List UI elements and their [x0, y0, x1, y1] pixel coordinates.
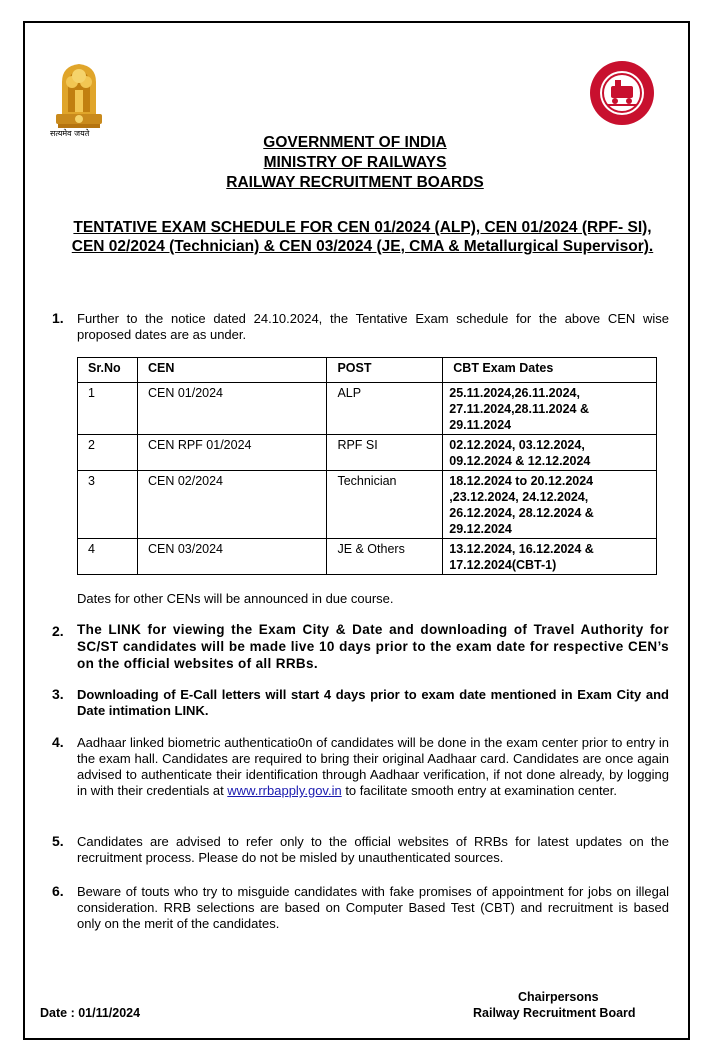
- point-number-1: 1.: [52, 310, 64, 326]
- indian-railways-logo-icon: [589, 60, 655, 126]
- cell-srno: 2: [78, 435, 138, 471]
- point-text-2: The LINK for viewing the Exam City & Date and downloading of Travel Authority for SC/ST candidates will be made live 10 days prior to the exam date for respective CEN’s on the official websites of all RRBs.: [77, 622, 669, 671]
- cell-post: RPF SI: [327, 435, 443, 471]
- point-4-text-part1: Aadhaar linked biometric authenticatio0n of candidates will be done in the exam center prior to entry in the exam hall. Candidates are required to bring their original Aadhaar card. Candidates are once again advised to authenticate their identification through Aadhaar verification, if not done already, by logging in with their credentials at: [77, 735, 669, 798]
- point-number-6: 6.: [52, 883, 64, 899]
- cell-cen: CEN 02/2024: [137, 471, 326, 539]
- point-number-5: 5.: [52, 833, 64, 849]
- point-text-6: Beware of touts who try to misguide candidates with fake promises of appointment for jobs on illegal consideration. RRB selections are based on Computer Based Test (CBT) and recruitment is based only on the merit of the candidates.: [77, 884, 669, 931]
- point-text-4: [77, 735, 669, 799]
- issue-date: Date : 01/11/2024: [40, 1006, 141, 1020]
- header-post: POST: [327, 358, 443, 383]
- signatory-org: Railway Recruitment Board: [473, 1006, 636, 1020]
- cell-srno: 4: [78, 539, 138, 575]
- signatory-title: Chairpersons: [518, 990, 599, 1004]
- table-row: [78, 383, 657, 435]
- national-emblem-icon: [48, 52, 110, 140]
- table-row: [78, 539, 657, 575]
- heading-ministry: MINISTRY OF RAILWAYS: [263, 154, 447, 171]
- cell-post: Technician: [327, 471, 443, 539]
- point-text-5: Candidates are advised to refer only to the official websites of RRBs for latest updates on the recruitment process. Please do not be misled by unauthenticated sources.: [77, 834, 669, 865]
- cell-dates: 25.11.2024,26.11.2024, 27.11.2024,28.11.2024 & 29.11.2024: [443, 383, 657, 435]
- table-header-row: [78, 358, 657, 383]
- dates-note: Dates for other CENs will be announced in due course.: [77, 591, 394, 606]
- cell-post: JE & Others: [327, 539, 443, 575]
- cell-srno: 3: [78, 471, 138, 539]
- point-number-4: 4.: [52, 734, 64, 750]
- cell-cen: CEN 01/2024: [137, 383, 326, 435]
- cell-post: ALP: [327, 383, 443, 435]
- cell-dates: 13.12.2024, 16.12.2024 & 17.12.2024(CBT-1): [443, 539, 657, 575]
- cell-cen: CEN 03/2024: [137, 539, 326, 575]
- cell-cen: CEN RPF 01/2024: [137, 435, 326, 471]
- point-text-1: Further to the notice dated 24.10.2024, the Tentative Exam schedule for the above CEN wise proposed dates are as under.: [77, 311, 669, 342]
- point-text-3: Downloading of E-Call letters will start 4 days prior to exam date mentioned in Exam City and Date intimation LINK.: [77, 687, 669, 718]
- point-4-text-part2: to facilitate smooth entry at examination center.: [341, 783, 618, 798]
- emblem-motto: सत्यमेव जयते: [50, 129, 90, 138]
- rrbapply-link[interactable]: www.rrbapply.gov.in: [227, 783, 342, 798]
- cell-dates: 02.12.2024, 03.12.2024, 09.12.2024 & 12.12.2024: [443, 435, 657, 471]
- point-number-3: 3.: [52, 686, 64, 702]
- point-number-2: 2.: [52, 623, 64, 639]
- heading-boards: RAILWAY RECRUITMENT BOARDS: [226, 174, 484, 191]
- exam-schedule-table: [77, 357, 657, 575]
- header-cen: CEN: [137, 358, 326, 383]
- table-row: [78, 435, 657, 471]
- heading-government: GOVERNMENT OF INDIA: [263, 134, 447, 151]
- header-srno: Sr.No: [78, 358, 138, 383]
- table-row: [78, 471, 657, 539]
- cell-srno: 1: [78, 383, 138, 435]
- header-cbt-dates: CBT Exam Dates: [443, 358, 657, 383]
- notice-title: TENTATIVE EXAM SCHEDULE FOR CEN 01/2024 (ALP), CEN 01/2024 (RPF- SI), CEN 02/2024 (Technician) & CEN 03/2024 (JE, CMA & Metallurgical Supervisor).: [71, 219, 654, 255]
- cell-dates: 18.12.2024 to 20.12.2024 ,23.12.2024, 24.12.2024, 26.12.2024, 28.12.2024 & 29.12.2024: [443, 471, 657, 539]
